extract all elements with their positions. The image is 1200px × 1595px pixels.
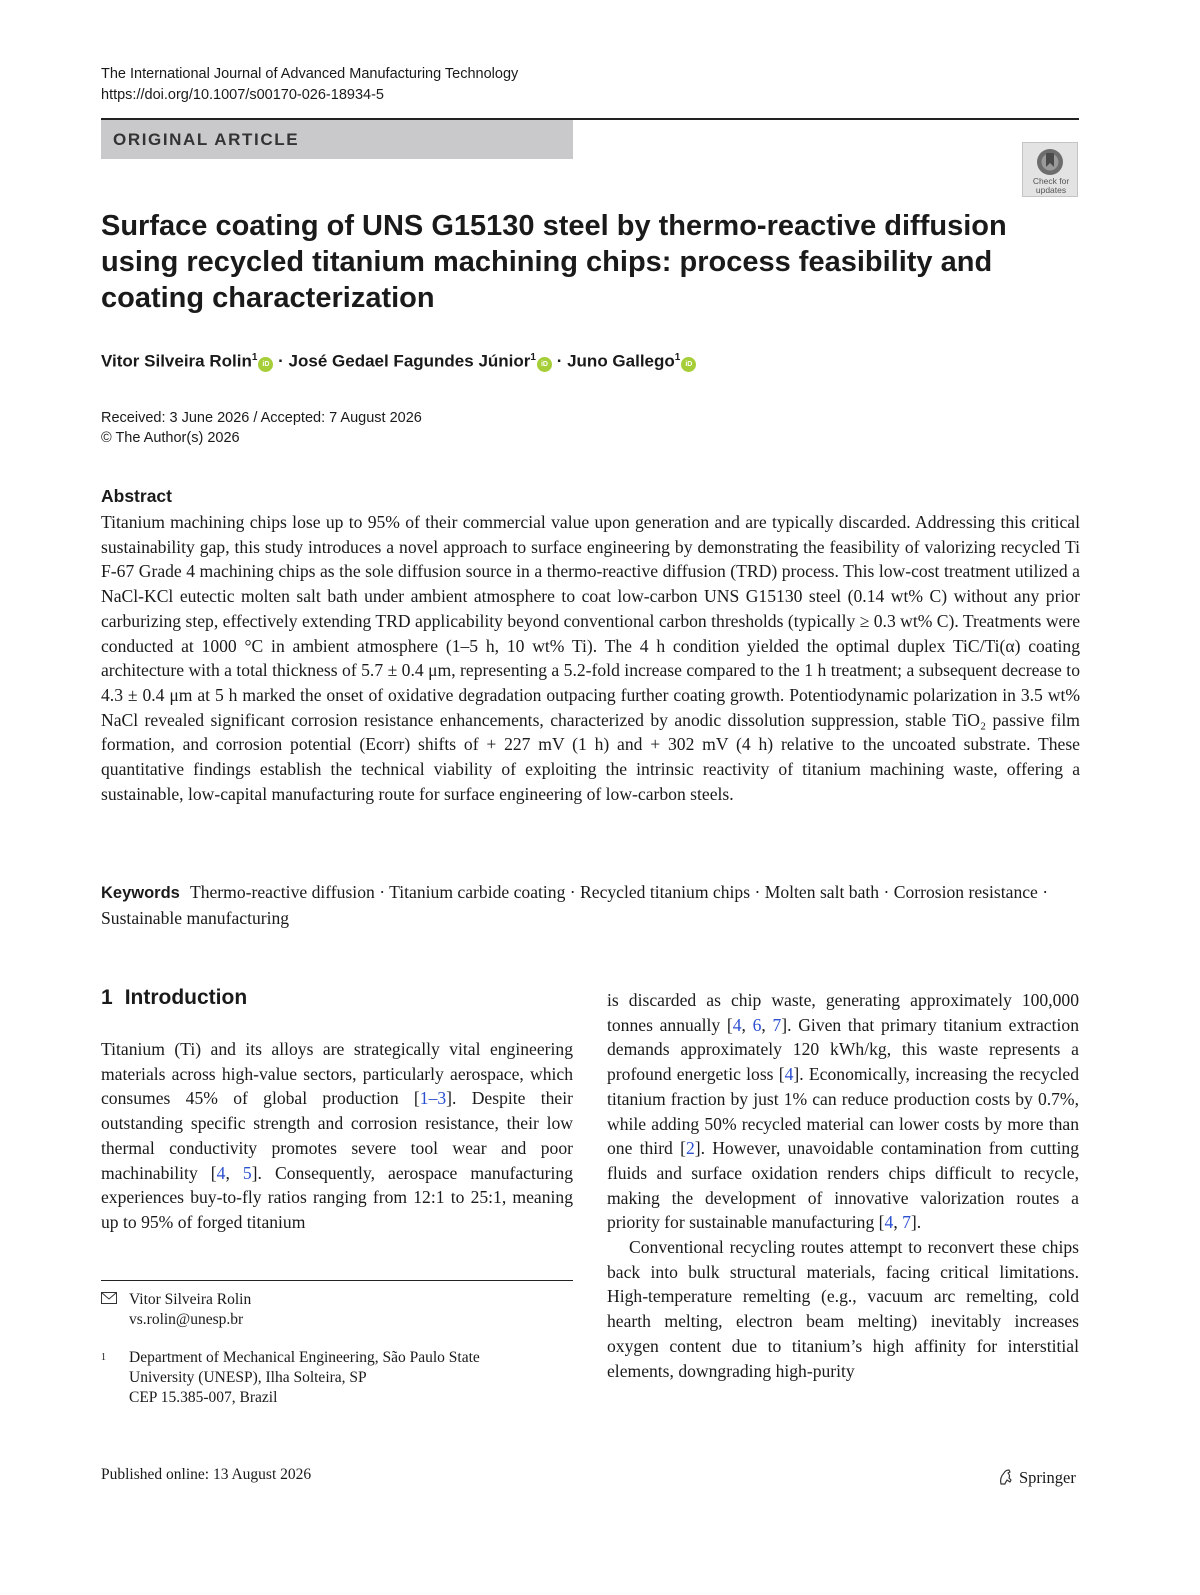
body-text: ]. Despite their outstanding specific strength and corrosion resistance, their low thermal conductivity promotes severe tool wear and poor machinability [ (101, 1088, 573, 1183)
affiliation-line: CEP 15.385-007, Brazil (129, 1389, 278, 1406)
check-updates-line2: updates (1035, 185, 1067, 195)
body-column-right (607, 988, 1079, 1383)
body-text: , (893, 1212, 903, 1233)
orcid-icon[interactable]: iD (537, 357, 552, 372)
author-name[interactable]: Juno Gallego (567, 351, 675, 371)
citation-link[interactable]: 4 (784, 1064, 794, 1085)
article-type-banner (101, 120, 573, 159)
body-paragraph (101, 1037, 573, 1235)
published-online-date: Published online: 13 August 2026 (101, 1466, 312, 1483)
body-text: ]. (910, 1212, 922, 1233)
body-text: ]. However, unavoidable contamination from cutting fluids and surface oxidation renders chips difficult to recycle, making the development of innovative valorization routes a priority for sustainable manufacturing [ (607, 1138, 1080, 1233)
citation-link[interactable]: 5 (242, 1162, 252, 1183)
title-line: Surface coating of UNS G15130 steel by thermo-reactive diffusion (101, 210, 1007, 242)
author-affil-mark: 1 (530, 352, 536, 363)
body-text: , (741, 1014, 753, 1035)
keyword-item: Thermo-reactive diffusion (189, 882, 375, 902)
body-text: ]. Economically, increasing the recycled titanium fraction by just 1% can reduce production costs by 0.7%, while adding 50% recycled material can lower costs by more than one third [ (607, 1064, 1079, 1159)
copyright-notice: © The Author(s) 2026 (101, 430, 240, 446)
section-title: Introduction (124, 986, 248, 1009)
author-list (101, 347, 696, 373)
abstract-text: Titanium machining chips lose up to 95% of their commercial value upon generation and are typically discarded. Addressing this critical sustainability gap, this study introduces a novel approach to surface engineering by demonstrating the feasibility of valorizing recycled Ti F-67 Grade 4 machining chips as the sole diffusion source in a thermo-reactive diffusion (TRD) process. This low-cost treatment utilized a NaCl-KCl eutectic molten salt bath under ambient atmosphere to coat low-carbon UNS G15130 steel (0.14 wt% C) without any prior carburizing step, effectively extending TRD applicability beyond conventional carbon thresholds (typically ≥ 0.3 wt% C). Treatments were conducted at 1000 °C in ambient atmosphere (1–5 h, 10 wt% Ti). The 4 h condition yielded the optimal duplex TiC/Ti(α) coating architecture with a total thickness of 5.7 ± 0.4 μm, representing a 5.2-fold increase compared to the 1 h treatment; a subsequent decrease to 4.3 ± 0.4 μm at 5 h marked the onset of oxidative degradation outpacing further coating growth. Potentiodynamic polarization in 3.5 wt% NaCl revealed significant corrosion resistance enhancements, characterized by anodic dissolution suppression, stable TiO₂ passive film formation, and corrosion potential (Ecorr) shifts of + 227 mV (1 h) and + 302 mV (4 h) relative to the uncoated substrate. These quantitative findings establish the technical viability of exploiting the intrinsic reactivity of titanium machining waste, offering a sustainable, low-capital manufacturing route for surface engineering of low-carbon steels. (101, 512, 1080, 804)
section-number: 1 (101, 986, 113, 1009)
publisher-name: Springer (1019, 1468, 1076, 1487)
section-heading-introduction (101, 986, 247, 1010)
keyword-item: Molten salt bath (764, 882, 880, 902)
abstract-heading: Abstract (101, 486, 172, 506)
citation-link[interactable]: 7 (772, 1014, 782, 1035)
received-accepted-dates: Received: 3 June 2026 / Accepted: 7 August 2026 (101, 410, 422, 426)
affiliation-mark: 1 (101, 1352, 106, 1363)
citation-link[interactable]: 1–3 (419, 1088, 447, 1109)
publisher-logo (997, 1468, 1076, 1488)
citation-link[interactable]: 4 (884, 1212, 894, 1233)
author-name[interactable]: Vitor Silveira Rolin (101, 351, 252, 371)
body-text: ]. Consequently, aerospace manufacturing experiences buy-to-fly ratios ranging from 12:1 to 25:1, meaning up to 95% of forged titanium (101, 1162, 573, 1232)
title-line: coating characterization (101, 282, 435, 314)
doi-link[interactable]: https://doi.org/10.1007/s00170-026-18934-5 (101, 87, 384, 103)
citation-link[interactable]: 7 (902, 1212, 911, 1233)
citation-link[interactable]: 4 (216, 1162, 226, 1183)
contact-email[interactable]: vs.rolin@unesp.br (129, 1311, 244, 1328)
body-text: , (761, 1014, 773, 1035)
check-updates-line1: Check for (1032, 176, 1070, 186)
keywords-section: Keywords Thermo-reactive diffusion · Titanium carbide coating · Recycled titanium chips · Molten salt bath · Corrosion resistance · Sustainable manufacturing (101, 882, 1049, 928)
citation-link[interactable]: 2 (685, 1138, 695, 1159)
article-title (101, 208, 1007, 316)
author-name[interactable]: José Gedael Fagundes Júnior (288, 351, 531, 371)
body-text: Titanium (Ti) and its alloys are strategically vital engineering materials across high-value sectors, particularly aerospace, which consumes 45% of global production [ (101, 1039, 573, 1109)
springer-horse-icon (997, 1468, 1015, 1486)
citation-link[interactable]: 6 (752, 1014, 762, 1035)
author-separator: · (278, 351, 284, 371)
keyword-item: Corrosion resistance (893, 882, 1038, 902)
footnote-rule (101, 1280, 573, 1281)
journal-name: The International Journal of Advanced Manufacturing Technology (101, 66, 519, 82)
author-separator: · (556, 351, 563, 371)
body-text: ]. Given that primary titanium extraction demands approximately 120 kWh/kg, this waste represents a profound energetic loss [ (607, 1014, 1079, 1085)
author-affil-mark: 1 (674, 352, 681, 363)
article-type-label: ORIGINAL ARTICLE (113, 130, 300, 149)
body-paragraph: Conventional recycling routes attempt to reconvert these chips back into bulk structural materials, facing critical limitations. High-temperature remelting (e.g., vacuum arc remelting, cold hearth melting, electron beam melting) inevitably increases oxygen content due to titanium’s high affinity for interstitial elements, downgrading high-purity (607, 1237, 1079, 1381)
affiliation-line: University (UNESP), Ilha Solteira, SP (129, 1369, 367, 1386)
envelope-icon (101, 1290, 117, 1310)
orcid-icon[interactable]: iD (258, 357, 273, 372)
check-updates-text (1023, 177, 1079, 195)
citation-link[interactable]: 4 (732, 1014, 742, 1035)
keyword-item: Sustainable manufacturing (101, 908, 290, 928)
keywords-label: Keywords (101, 884, 180, 902)
footnotes (101, 1290, 573, 1408)
contact-name: Vitor Silveira Rolin (129, 1291, 252, 1308)
check-for-updates-button[interactable] (1022, 142, 1078, 197)
check-updates-icon (1035, 147, 1065, 177)
body-text: is discarded as chip waste, generating approximately 100,000 tonnes annually [ (607, 990, 1079, 1035)
affiliation-line: Department of Mechanical Engineering, São Paulo State (129, 1349, 480, 1366)
affiliation (101, 1348, 573, 1408)
author-affil-mark: 1 (251, 352, 258, 363)
body-text: , (225, 1162, 243, 1183)
keyword-item: Recycled titanium chips (580, 882, 751, 902)
article-dates (101, 408, 422, 448)
body-column-left (101, 1037, 573, 1235)
body-paragraph (607, 988, 1079, 1235)
title-line: using recycled titanium machining chips: process feasibility and (101, 246, 993, 278)
keyword-item: Titanium carbide coating (389, 882, 566, 902)
corresponding-author (101, 1290, 573, 1330)
orcid-icon[interactable]: iD (681, 357, 696, 372)
journal-header (101, 64, 518, 106)
